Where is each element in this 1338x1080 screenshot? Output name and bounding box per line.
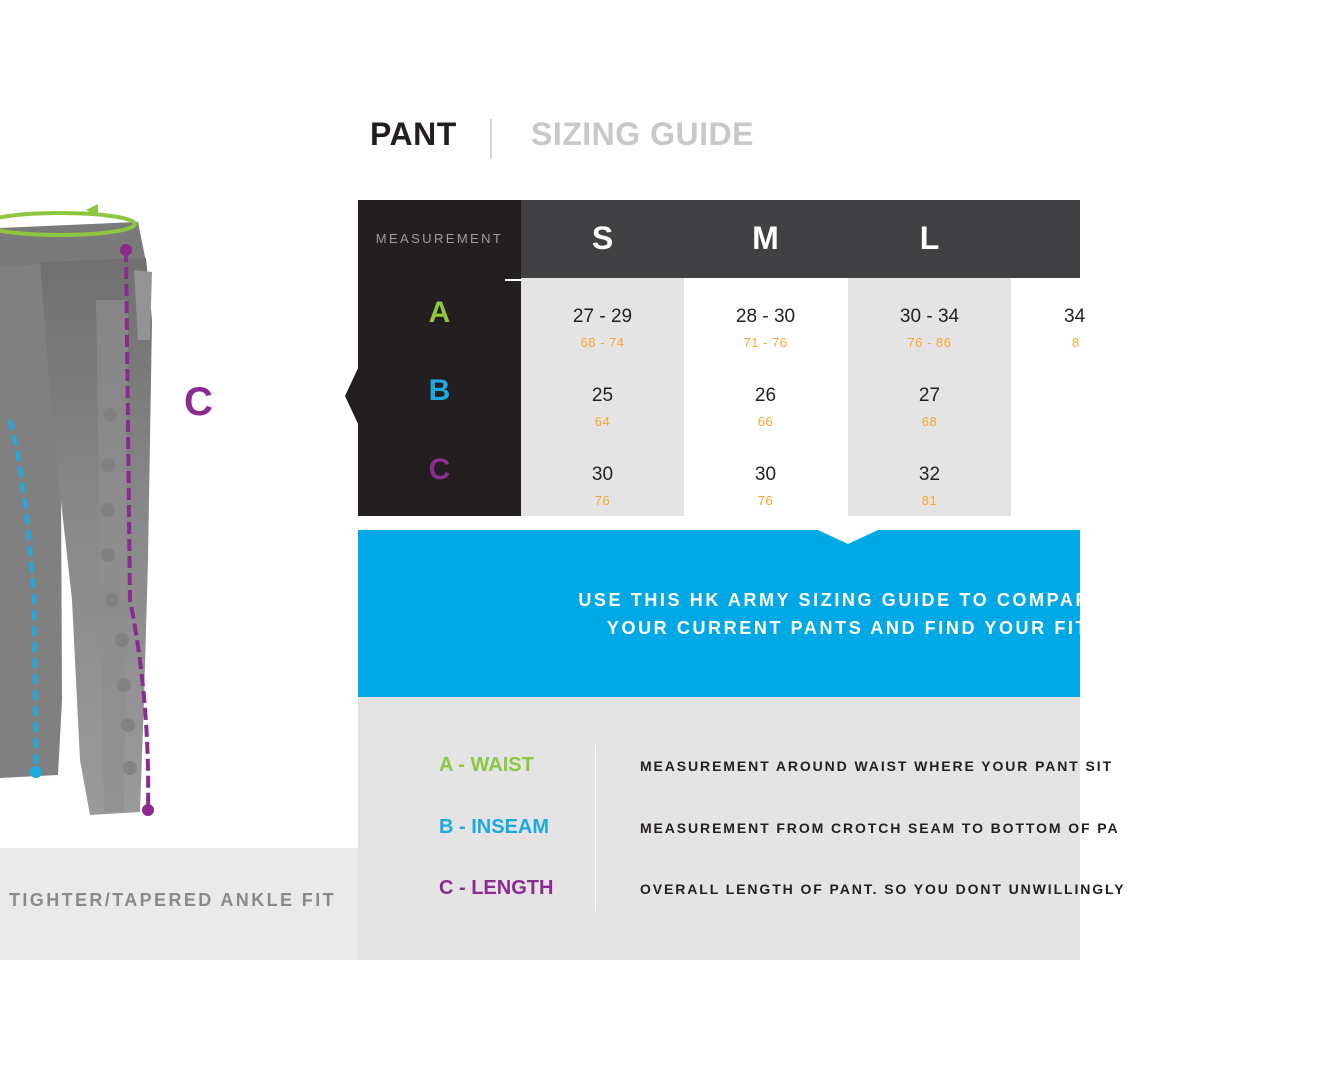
- table-cell-metric: 66: [757, 414, 774, 429]
- info-banner-notch: [818, 530, 878, 544]
- title-divider: [490, 119, 492, 159]
- table-cell-metric: 76: [757, 493, 774, 508]
- length-start-dot: [120, 244, 132, 256]
- table-cell-metric: 64: [594, 414, 611, 429]
- table-cell-metric: 76: [594, 493, 611, 508]
- size-header-s: S: [591, 220, 614, 256]
- table-cell-metric: 68: [921, 414, 938, 429]
- size-header-x: X: [1081, 220, 1104, 256]
- title-pant: PANT: [370, 116, 457, 152]
- row-letter-b: B: [428, 374, 451, 407]
- table-cell: 30 - 34: [899, 306, 960, 327]
- table-cell: 32: [918, 464, 941, 485]
- table-cell-metric: 76 - 86: [907, 335, 952, 350]
- pant-illustration: [0, 195, 358, 835]
- row-letter-a: A: [428, 296, 451, 329]
- table-cell-metric: 68 - 74: [580, 335, 625, 350]
- table-cell: 27 - 29: [572, 306, 633, 327]
- row-letter-c: C: [428, 453, 451, 486]
- legend-divider: [595, 745, 596, 911]
- diagram-length-label: C: [184, 380, 213, 424]
- legend-key-inseam: B - INSEAM: [439, 816, 549, 838]
- legend-desc-length: OVERALL LENGTH OF PANT. SO YOU DONT UNWILLINGLY: [640, 881, 1126, 897]
- fit-caption: TIGHTER/TAPERED ANKLE FIT: [9, 890, 336, 910]
- measurement-header-label: MEASUREMENT: [375, 231, 504, 246]
- inseam-end-dot: [30, 766, 42, 778]
- table-cell-metric: 8: [1072, 335, 1080, 350]
- size-header-m: M: [752, 220, 779, 256]
- table-cell-metric: 81: [921, 493, 938, 508]
- info-banner: [358, 530, 1080, 697]
- banner-line-2: YOUR CURRENT PANTS AND FIND YOUR FIT: [606, 618, 1090, 638]
- table-cell: 25: [591, 385, 614, 406]
- table-cell-metric: 71 - 76: [743, 335, 788, 350]
- legend-desc-waist: MEASUREMENT AROUND WAIST WHERE YOUR PANT SIT: [640, 758, 1114, 774]
- legend-key-waist: A - WAIST: [439, 754, 534, 776]
- length-end-dot: [142, 804, 154, 816]
- legend-desc-inseam: MEASUREMENT FROM CROTCH SEAM TO BOTTOM OF PA: [640, 820, 1120, 836]
- banner-line-1: USE THIS HK ARMY SIZING GUIDE TO COMPARE: [578, 590, 1106, 610]
- table-cell: 28 - 30: [735, 306, 796, 327]
- table-cell: 26: [754, 385, 777, 406]
- table-corner-line: [505, 279, 521, 281]
- table-cell: 34: [1064, 306, 1086, 327]
- title-sizing-guide: SIZING GUIDE: [531, 116, 754, 152]
- size-header-l: L: [919, 220, 940, 256]
- table-cell: 30: [591, 464, 614, 485]
- legend-key-length: C - LENGTH: [439, 877, 554, 899]
- table-cell: 30: [754, 464, 777, 485]
- table-cell: 27: [918, 385, 941, 406]
- table-pointer-arrow: [345, 366, 359, 426]
